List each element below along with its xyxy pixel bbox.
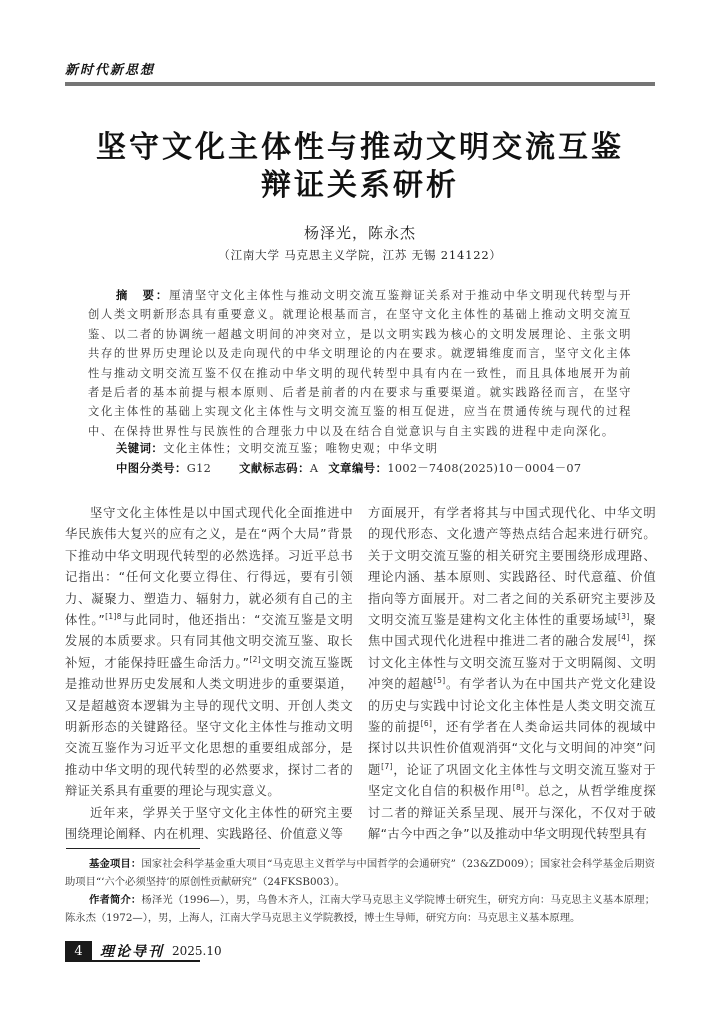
citation-ref[interactable]: [8]: [512, 783, 525, 793]
issue-number: 2025.10: [172, 944, 222, 958]
article-no-value: 1002－7408(2025)10－0004－07: [387, 462, 582, 475]
footnotes: [65, 855, 655, 927]
author-label: 作者简介：: [89, 894, 142, 906]
citation-ref[interactable]: [7]: [381, 761, 393, 771]
citation-ref[interactable]: [3]: [618, 612, 630, 622]
body-paragraph: [368, 503, 656, 846]
keywords-label: 关键词：: [116, 442, 164, 455]
page-number: 4: [65, 941, 92, 962]
abstract-label: 摘 要：: [116, 289, 170, 302]
header-rule: [65, 82, 655, 86]
body-column-right: [368, 503, 656, 846]
body-text: ，聚焦中国式现代化进程中推进二者的融合发展: [368, 613, 657, 649]
fund-label: 基金项目：: [89, 858, 142, 870]
authors: 杨泽光，陈永杰: [303, 224, 416, 242]
journal-name: 理论导刊: [100, 944, 164, 960]
body-text: ，还有学者在人类命运共同体的视域中探讨以共识性价值观消弭“文化与文明间的冲突”问题: [368, 720, 657, 777]
footnote-rule: [66, 848, 200, 849]
clc-value: G12: [186, 462, 212, 475]
citation-ref[interactable]: [4]: [618, 633, 630, 643]
body-text: 。有学者认为在中国共产党文化建设的历史与实践中讨论文化主体性是人类文明交流互鉴的前提: [368, 677, 656, 735]
article-title-line-1: 坚守文化主体性与推动文明交流互鉴: [96, 130, 624, 165]
body-text: ，探讨文化主体性与文明交流互鉴对于文明隔阂、文明冲突的超越: [368, 634, 657, 692]
doc-code-value: A: [309, 462, 319, 475]
fund-note: [65, 855, 655, 891]
body-paragraph: [65, 503, 353, 803]
citation-ref[interactable]: [2]: [249, 654, 262, 664]
keywords-text: 文化主体性；文明交流互鉴；唯物史观；中华文明: [163, 442, 439, 455]
body-text: 坚守文化主体性是以中国式现代化全面推进中华民族伟大复兴的应有之义，是在“两个大局”背景下推动中华文明现代转型的必然选择。习近平总书记指出：“任何文化要立得住、行得远，要有引领力、凝聚力、塑造力、辐射力，就必须有自己的主体性。”: [65, 506, 353, 628]
page-footer: [65, 940, 222, 962]
article-title-line-2: 辩证关系研析: [261, 168, 459, 203]
citation-ref[interactable]: [6]: [420, 719, 433, 729]
body-text: ，论证了巩固文化主体性与文明交流互鉴对于坚定文化自信的积极作用: [368, 762, 656, 799]
fund-text: 国家社会科学基金重大项目“马克思主义哲学与中国哲学的会通研究”（23&ZD009）；国家社会科学基金后期资助项目“‘六个必须坚持’的原创性贡献研究”（24FKSB003）。: [65, 858, 655, 888]
running-head-column-name: 新时代新思想: [65, 63, 156, 78]
classification-line: [116, 460, 581, 476]
citation-ref[interactable]: [5]: [433, 676, 446, 686]
clc-label: 中图分类号：: [116, 462, 187, 475]
body-paragraph: 近年来，学界关于坚守文化主体性的研究主要围绕理论阐释、内在机理、实践路径、价值意义等: [65, 805, 353, 842]
body-text: 。总之，从哲学维度探讨二者的辩证关系呈现、展开与深化，不仅对于破解“古今中西之争”以及推动中华文明现代转型具有: [368, 784, 656, 842]
author-note: [65, 891, 655, 927]
keywords: [116, 440, 438, 456]
footer-rule: [65, 960, 200, 962]
abstract: [88, 286, 632, 441]
author-text: 杨泽光（1996—），男，乌鲁木齐人，江南大学马克思主义学院博士研究生，研究方向：马克思主义基本原理；陈永杰（1972—），男，上海人，江南大学马克思主义学院教授，博士生导师，研究方向：马克思主义基本原理。: [65, 894, 655, 924]
body-column-left: [65, 503, 353, 846]
affiliation: （江南大学 马克思主义学院，江苏 无锡 214122）: [218, 248, 502, 262]
article-no-label: 文章编号：: [328, 462, 388, 475]
body-text: 方面展开，有学者将其与中国式现代化、中华文明的现代形态、文化遗产等热点结合起来进行研究。关于文明交流互鉴的相关研究主要围绕形成理路、理论内涵、基本原则、实践路径、时代意蕴、价值指向等方面展开。对二者之间的关系研究主要涉及文明交流互鉴是建构文化主体性的重要场域: [368, 506, 656, 628]
body-text: 文明交流互鉴既是推动世界历史发展和人类文明进步的重要渠道，又是超越资本逻辑为主导的现代文明、开创人类文明新形态的关键路径。坚守文化主体性与推动文明交流互鉴作为习近平文化思想的重要组成部分，是推动中华文明的现代转型的必然要求，探讨二者的辩证关系具有重要的理论与现实意义。: [65, 655, 353, 799]
citation-ref[interactable]: [1]8: [105, 612, 122, 622]
doc-code-label: 文献标志码：: [239, 462, 310, 475]
body-text: 与此同时，他还指出：“交流互鉴是文明发展的本质要求。只有同其他文明交流互鉴、取长补短，才能保持旺盛生命活力。”: [65, 613, 354, 670]
abstract-text: 厘清坚守文化主体性与推动文明交流互鉴辩证关系对于推动中华文明现代转型与开创人类文明新形态具有重要意义。就理论根基而言，在坚守文化主体性的基础上推动文明交流互鉴、以二者的协调统一超越文明间的冲突对立，是以文明实践为核心的文明发展理论、主张文明共存的世界历史理论以及走向现代的中华文明理论的内在要求。就逻辑维度而言，坚守文化主体性与推动文明交流互鉴不仅在推动中华文明的现代转型中具有内在一致性，而且具体地展开为前者是后者的基本前提与根本原则、后者是前者的内在要求与重要渠道。就实践路径而言，在坚守文化主体性的基础上实现文化主体性与文明交流互鉴的相互促进，应当在贯通传统与现代的过程中、在保持世界性与民族性的合理张力中以及在结合自觉意识与自主实践的进程中走向深化。: [88, 289, 632, 438]
